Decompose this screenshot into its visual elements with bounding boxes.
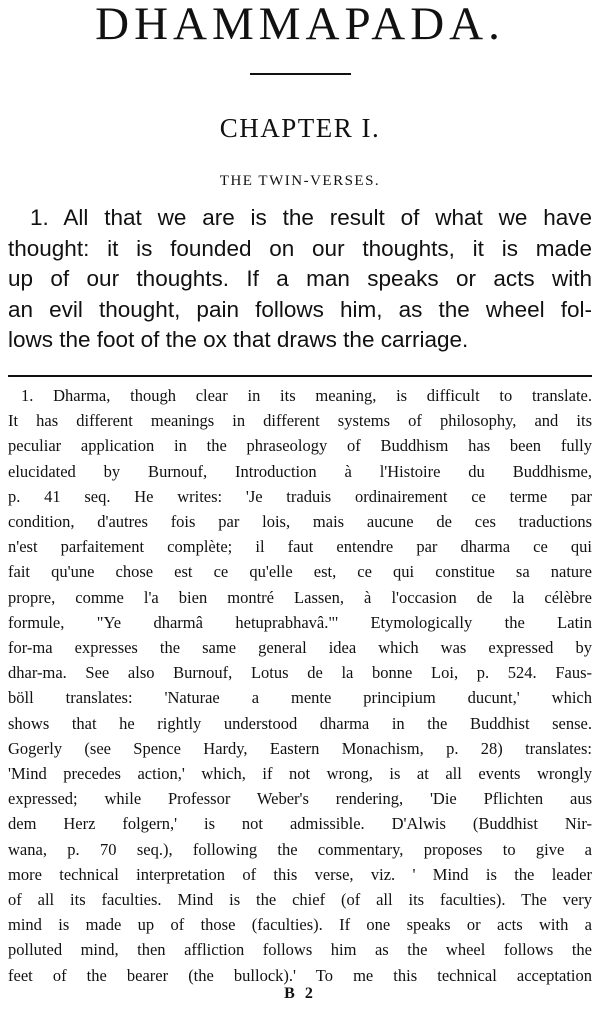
verse-line: thought: it is founded on our thoughts, it is made bbox=[8, 235, 592, 261]
book-title: DHAMMAPADA. bbox=[95, 0, 505, 50]
title-divider bbox=[250, 73, 351, 75]
footnote-line: more technical interpretation of this verse, viz. ' Mind is the leader bbox=[8, 864, 592, 884]
footnote-line: Gogerly (see Spence Hardy, Eastern Monachism, p. 28) translates: bbox=[8, 738, 592, 758]
footnote-line: shows that he rightly understood dharma in the Buddhist sense. bbox=[8, 713, 592, 733]
footnote-line: n'est parfaitement complète; il faut entendre par dharma ce qui bbox=[8, 537, 592, 557]
verse-paragraph bbox=[8, 203, 592, 356]
footnote-line: polluted mind, then affliction follows him as the wheel follows the bbox=[8, 940, 592, 960]
signature-mark: B 2 bbox=[284, 985, 316, 1002]
footnote-line: condition, d'autres fois par lois, mais aucune de ces traductions bbox=[8, 512, 592, 532]
chapter-title: CHAPTER I. bbox=[219, 113, 381, 143]
verse-line: up of our thoughts. If a man speaks or acts with bbox=[8, 266, 592, 291]
footnote-line: elucidated by Burnouf, Introduction à l'Histoire du Buddhisme, bbox=[8, 461, 592, 481]
footnote-line: propre, comme l'a bien montré Lassen, à l'occasion de la célèbre bbox=[8, 587, 592, 607]
footnote-line: mind is made up of those (faculties). If one speaks or acts with a bbox=[8, 915, 592, 935]
footnote-line: wana, p. 70 seq.), following the commentary, proposes to give a bbox=[8, 839, 592, 859]
footnote-line: böll translates: 'Naturae a mente principium ducunt,' which bbox=[8, 688, 592, 708]
footnote-line: dhar-ma. See also Burnouf, Lotus de la bonne Loi, p. 524. Faus- bbox=[8, 663, 592, 683]
footnote-line: expressed; while Professor Weber's rendering, 'Die Pflichten aus bbox=[8, 789, 592, 809]
footnote-line: feet of the bearer (the bullock).' To me this technical acceptation bbox=[8, 965, 592, 985]
verse-line: lows the foot of the ox that draws the carriage. bbox=[8, 327, 469, 352]
footnote-line: for-ma expresses the same general idea which was expressed by bbox=[8, 638, 592, 658]
footnote-line: 'Mind precedes action,' which, if not wrong, is at all events wrongly bbox=[8, 764, 592, 784]
footnote-line: 1. Dharma, though clear in its meaning, is difficult to translate. bbox=[21, 386, 592, 405]
verse-line: an evil thought, pain follows him, as the wheel fol- bbox=[8, 296, 592, 322]
footnote-line: of all its faculties. Mind is the chief (of all its faculties). The very bbox=[8, 890, 592, 910]
footnote-line: fait qu'une chose est ce qu'elle est, ce qui constitue sa nature bbox=[8, 562, 592, 582]
footnote bbox=[8, 383, 592, 988]
footnote-divider bbox=[8, 375, 592, 377]
footnote-line: peculiar application in the phraseology of Buddhism has been fully bbox=[8, 436, 592, 456]
chapter-subtitle: THE TWIN-VERSES. bbox=[219, 173, 381, 189]
verse-line: 1. All that we are is the result of what we have bbox=[30, 205, 592, 230]
footnote-line: It has different meanings in different systems of philosophy, and its bbox=[8, 411, 592, 431]
footnote-line: dem Herz folgern,' is not admissible. D'Alwis (Buddhist Nir- bbox=[8, 814, 592, 834]
footnote-line: formule, "Ye dharmâ hetuprabhavâ."' Etymologically the Latin bbox=[8, 612, 592, 632]
footnote-line: p. 41 seq. He writes: 'Je traduis ordinairement ce terme par bbox=[8, 486, 592, 506]
